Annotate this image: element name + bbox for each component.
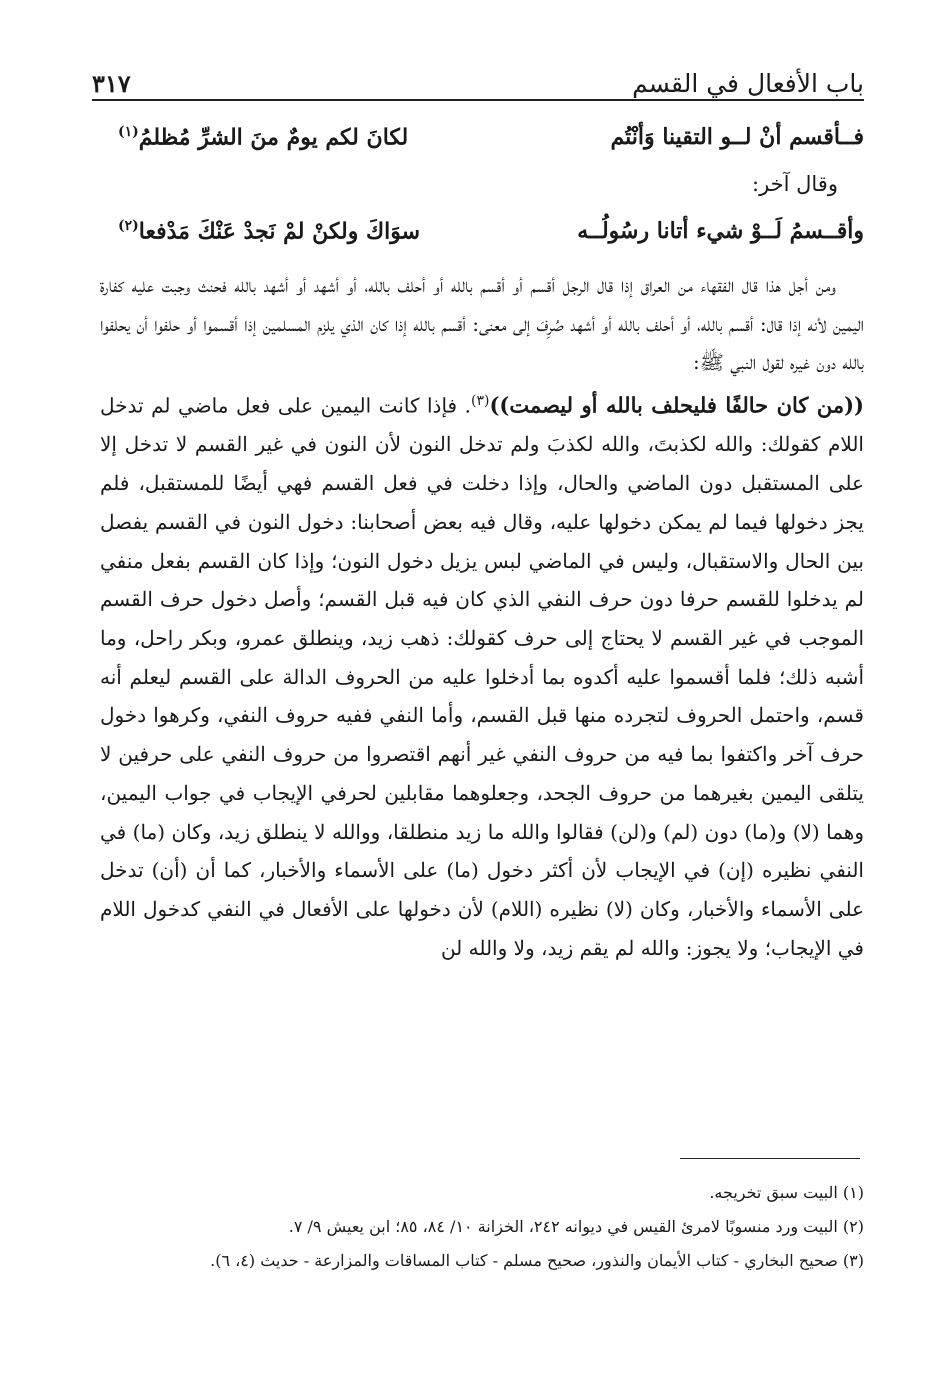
verse-1-second-hemistich <box>118 124 408 150</box>
page-header <box>92 54 864 98</box>
verse-2-second-hemistich <box>118 218 420 244</box>
paragraph-2 <box>100 382 864 967</box>
said-another-label: وقال آخر: <box>752 172 838 196</box>
footnote-ref-1: (١) <box>118 124 139 140</box>
verse-1-second-hemistich-text: لكانَ لكم يومٌ منَ الشرِّ مُظلمُ <box>138 124 409 151</box>
verse-2-first-hemistich: وأقــسمُ لَــوْ شيء أتانا رسُولُــه <box>577 218 864 244</box>
verse-2 <box>118 218 864 260</box>
footnote-3: (٣) صحيح البخاري - كتاب الأيمان والنذور، صحيح مسلم - كتاب المساقات والمزارعة - حديث (٤، ٦). <box>210 1251 864 1270</box>
footnote-ref-2: (٢) <box>118 218 139 234</box>
verse-1 <box>118 124 864 166</box>
page-number: ٣١٧ <box>92 69 131 98</box>
footnote-1: (١) البيت سبق تخريجه. <box>709 1183 864 1202</box>
main-text <box>100 266 864 967</box>
footnotes <box>92 1178 864 1280</box>
verse-2-second-hemistich-text: سوَاكَ ولكنْ لمْ نَجدْ عَنْكَ مَدْفعا <box>138 218 421 245</box>
paragraph-2-text: . فإذا كانت اليمين على فعل ماضي لم تدخل اللام كقولك: والله لكذبتَ، والله لكذبَ ولم تدخل النون لأن النون في غير القسم لا تدخل إلا على المستقبل دون الماضي والحال، وإذا دخلت في فعل القسم فهي أيضًا للمستقبل، فلم يجز دخولها فيما لم يمكن دخولها عليه، وقال فيه بعض أصحابنا: دخول النون في القسم يفصل بين الحال والاستقبال، وليس في الماضي لبس يزيل دخول النون؛ وإذا كان القسم بفعل منفي لم يدخلوا للقسم حرفا دون حرف النفي الذي كان فيه قبل القسم؛ وأصل دخول حرف القسم الموجب في غير القسم لا يحتاج إلى حرف كقولك: ذهب زيد، وينطلق عمرو، وبكر راحل، وما أشبه ذلك؛ فلما أقسموا عليه أكدوه بما أدخلوا عليه من الحروف الدالة على القسم ليعلم أنه قسم، واحتمل الحروف لتجرده منها قبل القسم، وأما النفي ففيه حروف النفي، وكرهوا دخول حرف آخر واكتفوا بما فيه من حروف النفي غير أنهم اقتصروا من حروف النفي على حرفين لا يتلقى اليمين بغيرهما من حروف الجحد، وجعلوهما مقابلين لحرفي الإيجاب في جواب اليمين، وهما (لا) و(ما) دون (لم) و(لن) فقالوا والله ما زيد منطلقا، ووالله لا ينطلق زيد، وكان (ما) في النفي نظيره (إن) في الإيجاب لأن أكثر دخول (ما) على الأسماء والأخبار، كما أن (أن) تدخل على الأسماء والأخبار، وكان (لا) نظيره (اللام) لأن دخولها على الأفعال في النفي كدخول اللام في الإيجاب؛ ولا يجوز: والله لم يقم زيد، ولا والله لن <box>100 393 864 960</box>
footnote-separator <box>680 1158 860 1159</box>
footnote-ref-3: (٣) <box>470 393 490 410</box>
running-title: باب الأفعال في القسم <box>632 69 864 98</box>
paragraph-1: ومن أجل هذا قال الفقهاء من العراق إذا قال الرجل أقسم أو أقسم بالله أو أحلف بالله، أو أشهد أو أشهد بالله فحنث وجبت عليه كفارة اليمين لأنه إذا قال: أقسم بالله، أو أحلف بالله أو أشهد صُرِفَ إلى معنى: أقسم بالله إذا كان الذي يلزم المسلمين إذا أقسموا أو حلفوا أن يحلفوا بالله دون غيره لقول النبي ﷺ: <box>100 273 864 375</box>
hadith-quote: ((من كان حالفًا فليحلف بالله أو ليصمت)) <box>489 392 864 418</box>
header-rule <box>92 99 864 101</box>
verse-1-first-hemistich: فــأقسم أنْ لــو التقينا وَأنْتُم <box>610 124 864 150</box>
footnote-2: (٢) البيت ورد منسوبًا لامرئ القيس في ديوانه ٢٤٢، الخزانة ١٠/ ٨٤، ٨٥؛ ابن يعيش ٩/ ٧. <box>288 1217 864 1236</box>
